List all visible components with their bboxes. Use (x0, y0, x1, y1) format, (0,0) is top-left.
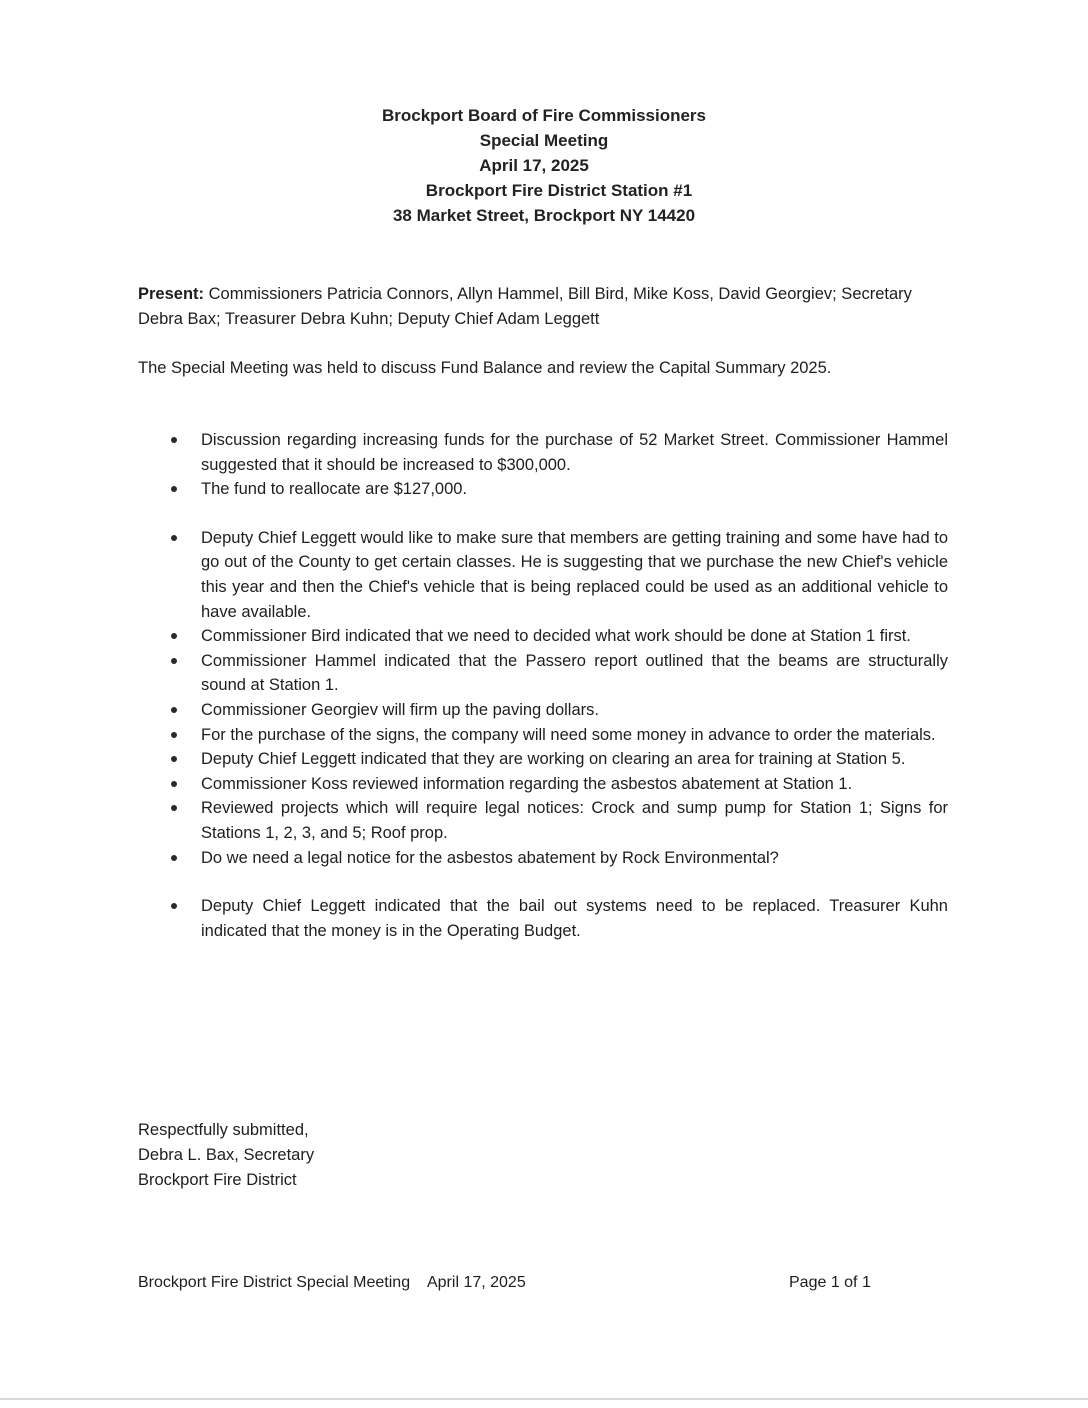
list-item-text: Deputy Chief Leggett indicated that the bail out systems need to be replaced. Treasurer Kuhn indicated that the money is in the Operating Budget. (201, 897, 948, 940)
list-item (138, 649, 948, 698)
bullet-icon (171, 707, 177, 713)
header-date: April 17, 2025 (479, 156, 589, 175)
closing-signature (138, 1118, 314, 1193)
list-item-text: Do we need a legal notice for the asbestos abatement by Rock Environmental? (201, 848, 779, 867)
list-item-text: Commissioner Georgiev will firm up the paving dollars. (201, 700, 599, 719)
bullet-icon (171, 486, 177, 492)
bullet-icon (171, 781, 177, 787)
bullet-icon (171, 658, 177, 664)
header-organization: Brockport Board of Fire Commissioners (381, 106, 706, 125)
present-list: Commissioners Patricia Connors, Allyn Hammel, Bill Bird, Mike Koss, David Georgiev; Secretary Debra Bax; Treasurer Debra Kuhn; Deputy Chief Adam Leggett (138, 285, 912, 328)
signer-name: Debra L. Bax, Secretary (138, 1146, 315, 1164)
list-item-text: Commissioner Koss reviewed information regarding the asbestos abatement at Station 1. (201, 774, 853, 793)
list-item-text: Deputy Chief Leggett indicated that they are working on clearing an area for training at Station 5. (201, 750, 906, 769)
closing-salutation: Respectfully submitted, (138, 1121, 309, 1139)
list-item (138, 846, 948, 871)
footer-page-number: Page 1 of 1 (789, 1274, 871, 1291)
bullet-icon (171, 535, 177, 541)
bullet-icon (171, 903, 177, 909)
list-item (138, 624, 948, 649)
attendance-paragraph (138, 282, 958, 332)
list-item (138, 894, 948, 943)
present-label: Present: (138, 285, 205, 303)
scan-edge-divider (0, 1398, 1088, 1400)
list-item-text: Discussion regarding increasing funds for the purchase of 52 Market Street. Commissioner Hammel suggested that it should be increased to $300,000. (201, 431, 948, 474)
bullet-icon (171, 437, 177, 443)
list-item (138, 772, 948, 797)
document-header (0, 103, 1088, 228)
list-item (138, 796, 948, 845)
header-meeting-type: Special Meeting (479, 131, 609, 150)
list-item (138, 526, 948, 624)
list-item-text: Deputy Chief Leggett would like to make sure that members are getting training and some have had to go out of the County to get certain classes. He is suggesting that we purchase the new Chief's vehicle this year and then the Chief's vehicle that is being replaced could be used as an additional vehicle to have available. (201, 528, 948, 621)
list-item (138, 747, 948, 772)
list-item-text: Reviewed projects which will require legal notices: Crock and sump pump for Station 1; Signs for Stations 1, 2, 3, and 5; Roof prop. (201, 799, 948, 842)
list-item-text: The fund to reallocate are $127,000. (201, 480, 468, 499)
bullet-icon (171, 855, 177, 861)
list-item-text: For the purchase of the signs, the company will need some money in advance to order the materials. (201, 725, 936, 744)
bullet-icon (171, 805, 177, 811)
list-item (138, 698, 948, 723)
signer-organization: Brockport Fire District (138, 1171, 297, 1189)
discussion-list (138, 428, 948, 943)
meeting-purpose: The Special Meeting was held to discuss Fund Balance and review the Capital Summary 2025. (138, 359, 832, 377)
list-item (138, 723, 948, 748)
list-item (138, 428, 948, 477)
bullet-icon (171, 756, 177, 762)
list-item-text: Commissioner Bird indicated that we need to decided what work should be done at Station 1 first. (201, 627, 911, 646)
header-location: Brockport Fire District Station #1 (425, 181, 693, 200)
list-item (138, 477, 948, 502)
bullet-icon (171, 732, 177, 738)
list-item-text: Commissioner Hammel indicated that the Passero report outlined that the beams are structurally sound at Station 1. (201, 651, 948, 695)
bullet-icon (171, 633, 177, 639)
footer-title: Brockport Fire District Special Meeting April 17, 2025 (138, 1274, 526, 1291)
header-address: 38 Market Street, Brockport NY 14420 (392, 206, 696, 225)
